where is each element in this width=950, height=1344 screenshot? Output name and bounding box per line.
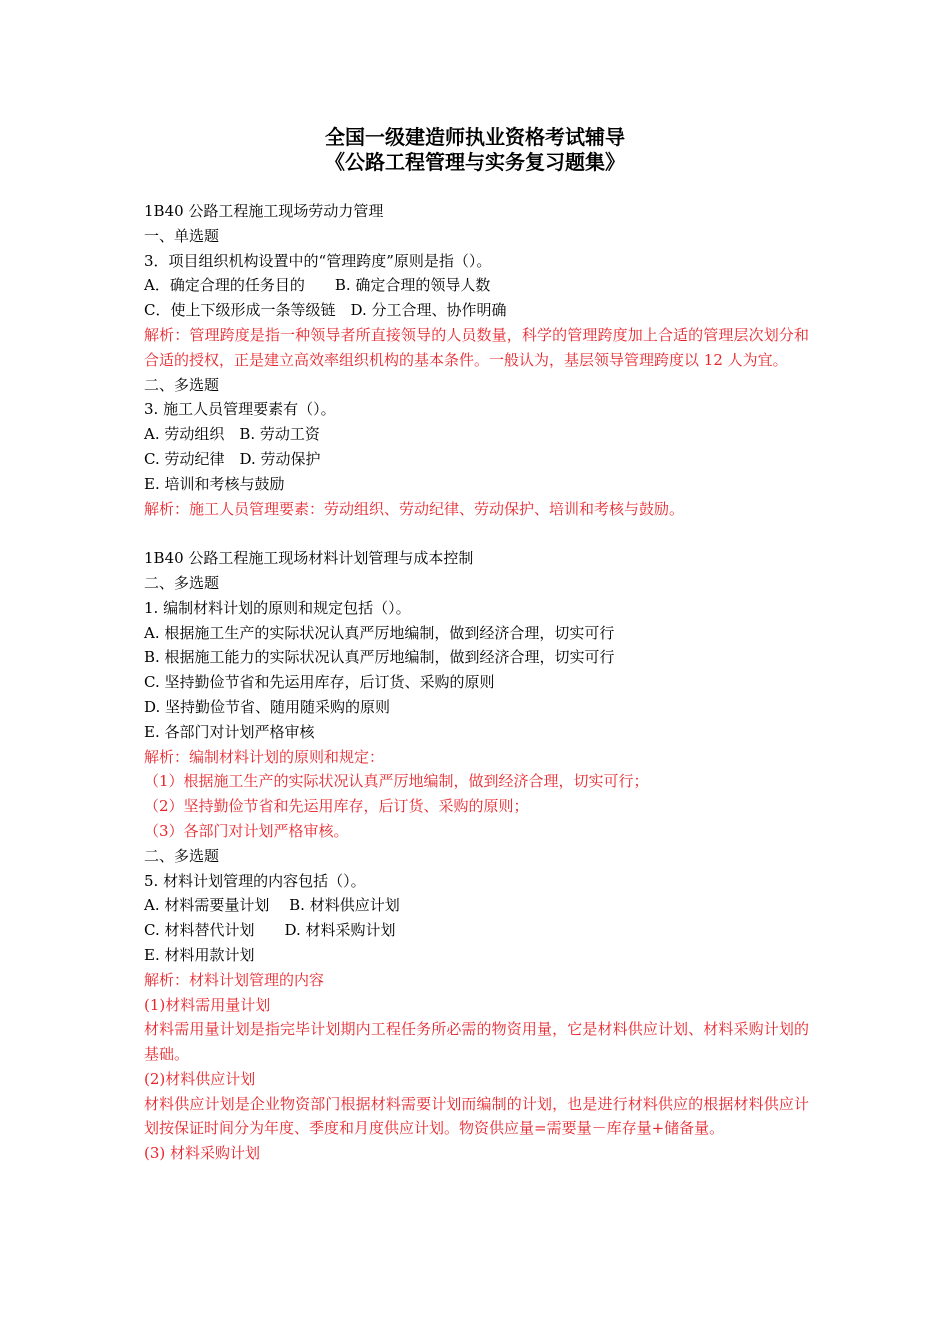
answer-analysis-subheading: (1)材料需用量计划: [144, 995, 271, 1014]
question-option: D. 坚持勤俭节省、随用随采购的原则: [144, 697, 391, 716]
question-options: C．使上下级形成一条等级链 D. 分工合理、协作明确: [144, 301, 507, 320]
answer-analysis-title: 解析：材料计划管理的内容: [144, 970, 325, 989]
question-options: A．确定合理的任务目的 B. 确定合理的领导人数: [144, 276, 491, 295]
answer-analysis-subheading: (2)材料供应计划: [144, 1069, 256, 1088]
answer-analysis: 解析：管理跨度是指一种领导者所直接领导的人员数量，科学的管理跨度加上合适的管理层次划分和合适的授权，正是建立高效率组织机构的基本条件。一般认为，基层领导管理跨度以 12 人为宜。: [144, 325, 809, 369]
question-option: A. 根据施工生产的实际状况认真严厉地编制，做到经济合理，切实可行: [144, 623, 615, 642]
question-option: B. 根据施工能力的实际状况认真严厉地编制，做到经济合理，切实可行: [144, 648, 615, 667]
question-options: C. 劳动纪律 D. 劳动保护: [144, 449, 321, 468]
question-text: 1. 编制材料计划的原则和规定包括（）。: [144, 598, 411, 617]
answer-analysis-item: （2）坚持勤俭节省和先运用库存，后订货、采购的原则；: [144, 797, 529, 816]
question-options: A. 材料需要量计划 B. 材料供应计划: [144, 896, 400, 915]
question-options: E. 培训和考核与鼓励: [144, 474, 285, 493]
question-option: E. 各部门对计划严格审核: [144, 722, 315, 741]
answer-analysis: 解析：施工人员管理要素：劳动组织、劳动纪律、劳动保护、培训和考核与鼓励。: [144, 499, 685, 518]
question-options: C. 材料替代计划 D. 材料采购计划: [144, 921, 396, 940]
answer-analysis-text: 材料供应计划是企业物资部门根据材料需要计划而编制的计划，也是进行材料供应的根据材料供应计划按保证时间分为年度、季度和月度供应计划。物资供应量=需要量－库存量+储备量。: [144, 1094, 809, 1138]
question-type-label: 二、多选题: [144, 846, 220, 865]
question-text: 3. 施工人员管理要素有（）。: [144, 400, 336, 419]
question-type-label: 一、单选题: [144, 226, 220, 245]
question-type-label: 二、多选题: [144, 573, 220, 592]
question-options: E. 材料用款计划: [144, 945, 255, 964]
answer-analysis-subheading: (3) 材料采购计划: [144, 1144, 261, 1163]
answer-analysis-text: 材料需用量计划是指完毕计划期内工程任务所必需的物资用量，它是材料供应计划、材料采购计划的基础。: [144, 1020, 809, 1064]
section-heading: 1B40 公路工程施工现场劳动力管理: [144, 202, 384, 220]
answer-analysis-item: （3）各部门对计划严格审核。: [144, 821, 349, 840]
document-title-line1: 全国一级建造师执业资格考试辅导: [325, 125, 625, 149]
question-text: 5. 材料计划管理的内容包括（）。: [144, 871, 366, 890]
answer-analysis-title: 解析：编制材料计划的原则和规定：: [144, 747, 385, 766]
section-heading: 1B40 公路工程施工现场材料计划管理与成本控制: [144, 549, 474, 568]
answer-analysis-item: （1）根据施工生产的实际状况认真严厉地编制，做到经济合理，切实可行；: [144, 772, 649, 791]
paragraph-spacer: [144, 521, 809, 546]
question-text: 3．项目组织机构设置中的“管理跨度”原则是指（）。: [144, 251, 492, 270]
question-option: C. 坚持勤俭节省和先运用库存，后订货、采购的原则: [144, 673, 495, 692]
document-title-line2: 《公路工程管理与实务复习题集》: [325, 150, 625, 174]
question-options: A. 劳动组织 B. 劳动工资: [144, 425, 320, 444]
document-body: [144, 199, 809, 1166]
question-type-label: 二、多选题: [144, 375, 220, 394]
